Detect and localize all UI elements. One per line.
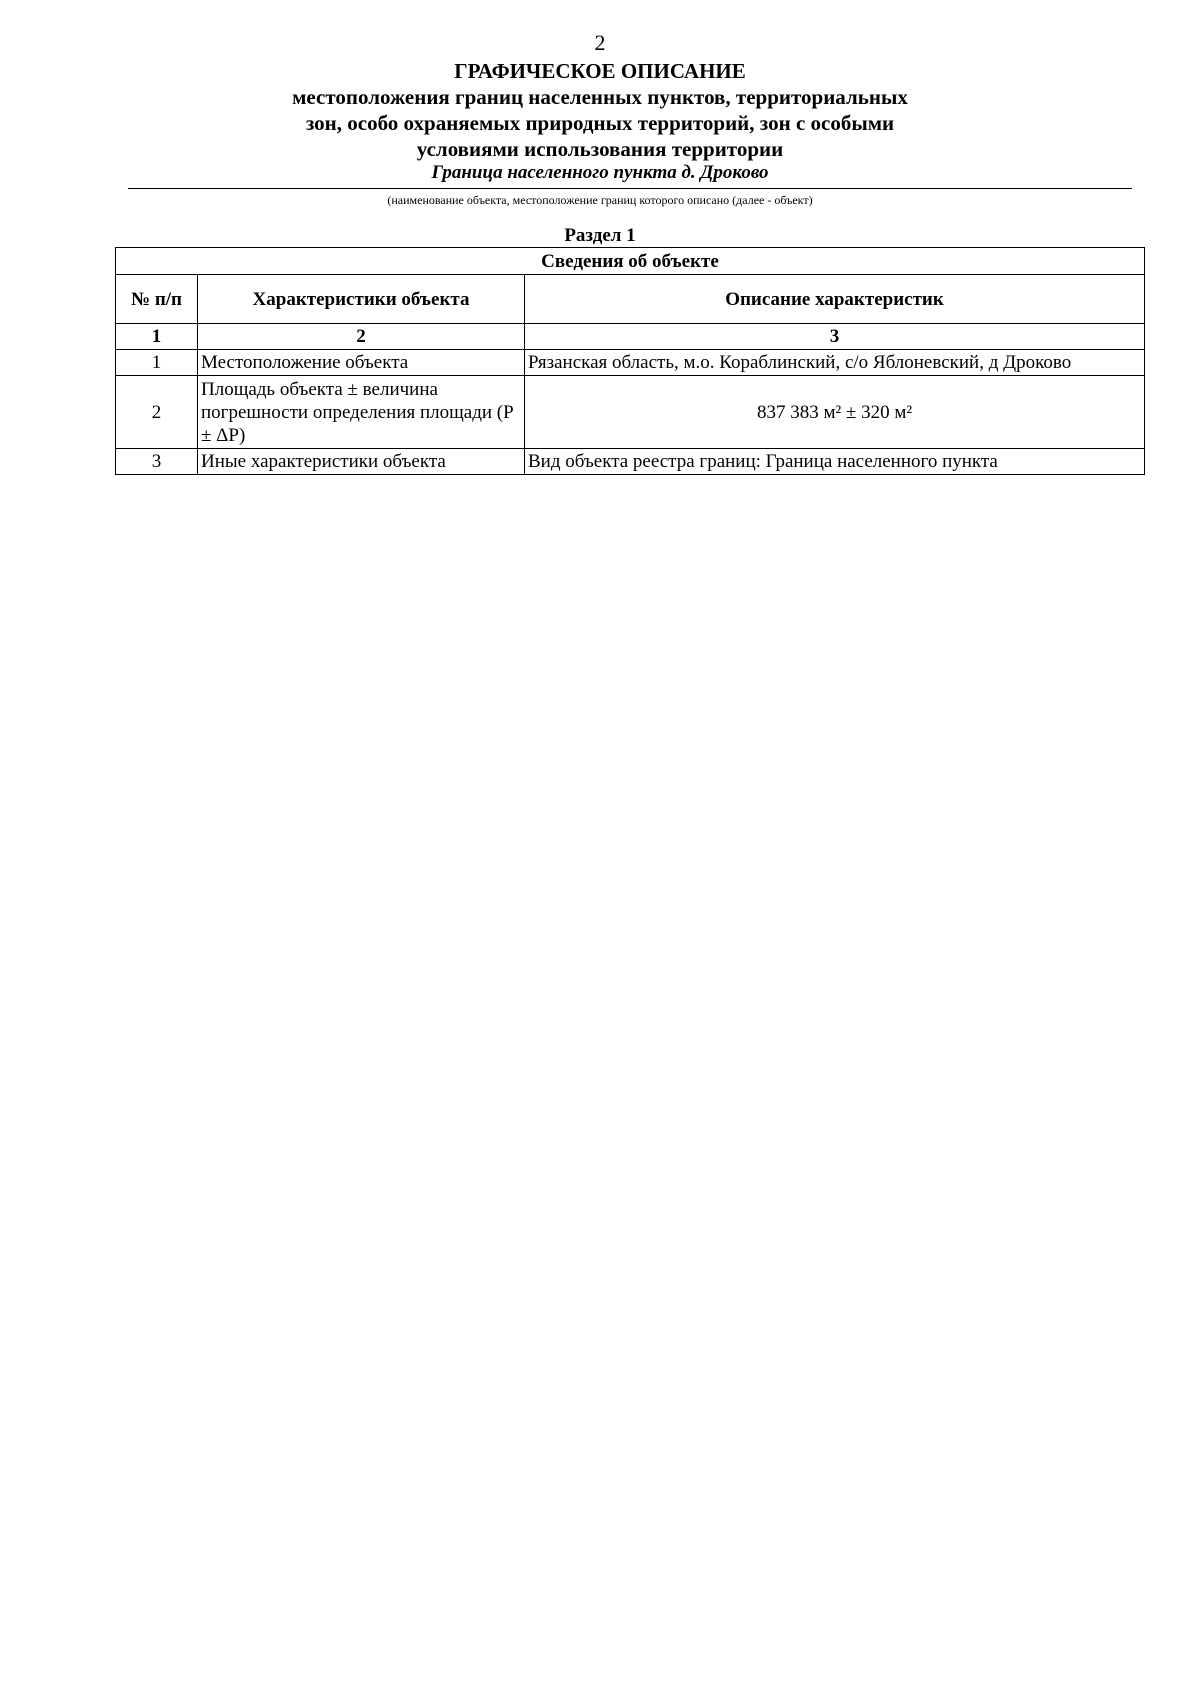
row-num: 2 [116,376,198,449]
row-characteristic: Иные характеристики объекта [198,449,525,475]
row-description: Вид объекта реестра границ: Граница населенного пункта [525,449,1145,475]
row-num: 1 [116,350,198,376]
object-name: Граница населенного пункта д. Дроково [431,162,769,183]
column-number: 2 [198,324,525,350]
header-description: Описание характеристик [525,275,1145,324]
column-number: 1 [116,324,198,350]
table-title: Сведения об объекте [116,248,1145,275]
table-title-row [116,248,1145,275]
row-num: 3 [116,449,198,475]
column-number: 3 [525,324,1145,350]
table-row [116,376,1145,449]
object-name-underline [128,188,1132,189]
header-num: № п/п [116,275,198,324]
row-description: 837 383 м² ± 320 м² [525,376,1145,449]
table-row [116,449,1145,475]
page-number: 2 [594,30,606,55]
table-header-row [116,275,1145,324]
subtitle-line-2: зон, особо охраняемых природных территорий, зон с особыми [305,111,895,135]
object-info-table [115,247,1145,475]
header-characteristic: Характеристики объекта [198,275,525,324]
subtitle-line-1: местоположения границ населенных пунктов, территориальных [292,85,908,109]
row-description: Рязанская область, м.о. Кораблинский, с/о Яблоневский, д Дроково [525,350,1145,376]
row-characteristic: Площадь объекта ± величина погрешности определения площади (P ± ΔP) [198,376,525,449]
row-characteristic: Местоположение объекта [198,350,525,376]
document-title: ГРАФИЧЕСКОЕ ОПИСАНИЕ [454,59,746,83]
document-subtitle [0,84,1200,162]
subtitle-line-3: условиями использования территории [416,137,784,161]
column-number-row [116,324,1145,350]
object-caption: (наименование объекта, местоположение границ которого описано (далее - объект) [387,193,813,207]
table-row [116,350,1145,376]
section-label: Раздел 1 [564,225,636,246]
